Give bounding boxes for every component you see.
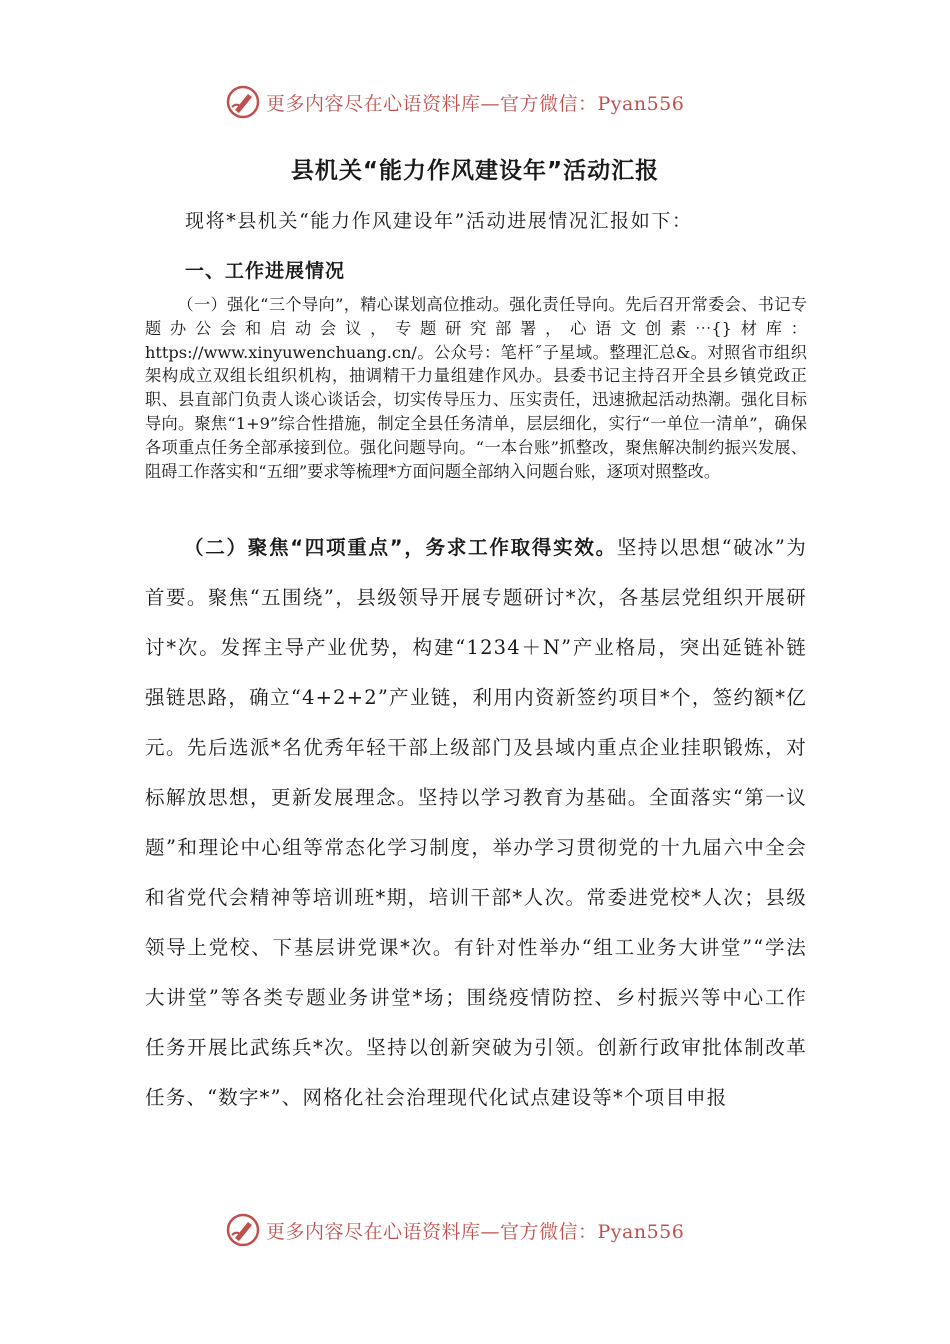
pen-logo-icon <box>226 1213 260 1247</box>
header-banner-text: 更多内容尽在心语资料库—官方微信：Pyan556 <box>266 92 685 115</box>
paragraph-1: （一）强化“三个导向”，精心谋划高位推动。强化责任导向。先后召开常委会、书记专题办公会和启动会议，专题研究部署，心语文创素⋯{}材库：https://www.xinyuwenchuang.cn/。公众号：笔杆˝子星域。整理汇总&。对照省市组织架构成立双组长组织机构，抽调精干力量组建作风办。县委书记主持召开全县乡镇党政正职、县直部门负责人谈心谈话会，切实传导压力、压实责任，迅速掀起活动热潮。强化目标导向。聚焦“1+9”综合性措施，制定全县任务清单，层层细化，实行“一单位一清单”，确保各项重点任务全部承接到位。强化问题导向。“一本台账”抓整改，聚焦解决制约振兴发展、阻碍工作落实和“五细”要求等梳理*方面问题全部纳入问题台账，逐项对照整改。 <box>145 295 807 481</box>
section-heading: 一、工作进展情况 <box>185 260 346 282</box>
footer-banner <box>226 1210 726 1250</box>
paragraph-2 <box>145 523 807 1123</box>
header-banner <box>226 82 726 122</box>
footer-banner-text: 更多内容尽在心语资料库—官方微信：Pyan556 <box>266 1220 685 1243</box>
intro-paragraph: 现将*县机关“能力作风建设年”活动进展情况汇报如下： <box>185 210 693 232</box>
pen-logo-icon <box>226 85 260 119</box>
paragraph-2-lead: （二）聚焦“四项重点”，务求工作取得实效。 <box>184 536 617 559</box>
paragraph-2-body: 坚持以思想“破冰”为首要。聚焦“五围绕”，县级领导开展专题研讨*次，各基层党组织开展研讨*次。发挥主导产业优势，构建“1234＋N”产业格局，突出延链补链强链思路，确立“4+2+2”产业链，利用内资新签约项目*个，签约额*亿元。先后选派*名优秀年轻干部上级部门及县域内重点企业挂职锻炼，对标解放思想，更新发展理念。坚持以学习教育为基础。全面落实“第一议题”和理论中心组等常态化学习制度，举办学习贯彻党的十九届六中全会和省党代会精神等培训班*期，培训干部*人次。常委进党校*人次；县级领导上党校、下基层讲党课*次。有针对性举办“组工业务大讲堂”“学法大讲堂”等各类专题业务讲堂*场；围绕疫情防控、乡村振兴等中心工作任务开展比武练兵*次。坚持以创新突破为引领。创新行政审批体制改革任务、“数字*”、网格化社会治理现代化试点建设等*个项目申报 <box>145 536 807 1109</box>
document-title: 县机关“能力作风建设年”活动汇报 <box>290 158 660 184</box>
